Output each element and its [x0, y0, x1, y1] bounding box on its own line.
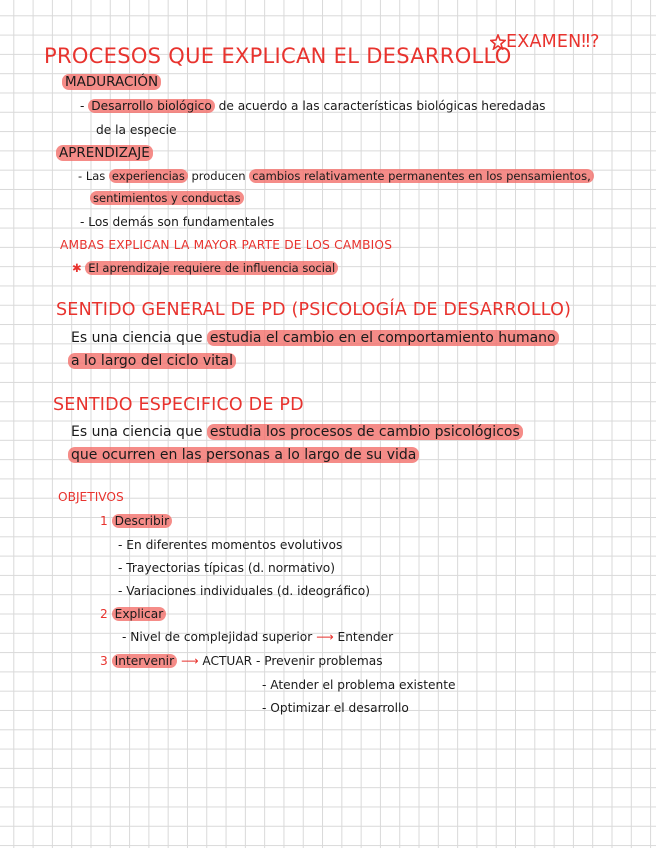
objetivo-number: 1 [100, 514, 108, 528]
page-title: PROCESOS QUE EXPLICAN EL DESARROLLO [44, 44, 512, 68]
objetivo-3-sub: - Optimizar el desarrollo [262, 701, 409, 715]
aprendizaje-bullet-2: - Los demás son fundamentales [80, 215, 275, 229]
highlight-experiencias: experiencias [109, 169, 188, 183]
maduracion-text: de acuerdo a las características biológicas heredadas [218, 99, 546, 113]
sentido-especifico-heading: SENTIDO ESPECIFICO DE PD [53, 395, 304, 415]
objetivo-number: 3 [100, 654, 108, 668]
highlight-sentido-especifico-2: que ocurren en las personas a lo largo de su vida [68, 447, 419, 463]
sentido-general-pre: Es una ciencia que [71, 330, 203, 346]
arrow-right-icon: ⟶ [316, 630, 338, 644]
ambas-note: AMBAS EXPLICAN LA MAYOR PARTE DE LOS CAMBIOS [60, 238, 393, 252]
asterisk-icon: ✱ [72, 261, 82, 275]
text-producen: producen [191, 169, 246, 183]
highlight-cambios: cambios relativamente permanentes en los pensamientos, [249, 169, 594, 183]
maduracion-heading [62, 76, 161, 90]
exam-marks: ‼? [581, 32, 600, 52]
highlight-sentido-general-1: estudia el cambio en el comportamiento humano [207, 330, 559, 346]
objetivo-3 [100, 655, 383, 667]
aprendizaje-bullet-1 [78, 171, 594, 183]
sentido-especifico-pre: Es una ciencia que [71, 424, 203, 440]
highlight-explicar: Explicar [112, 607, 167, 621]
highlight-sentimientos: sentimientos y conductas [90, 191, 244, 205]
highlight-aprendizaje-social: El aprendizaje requiere de influencia social [85, 261, 338, 275]
objetivo-2 [100, 608, 166, 620]
sentido-general-heading: SENTIDO GENERAL DE PD (PSICOLOGÍA DE DESARROLLO) [56, 300, 572, 320]
aprendizaje-label: APRENDIZAJE [56, 145, 153, 161]
objetivo-2-text: - Nivel de complejidad superior [122, 630, 313, 644]
highlight-sentido-general-2: a lo largo del ciclo vital [68, 353, 236, 369]
sentido-especifico-line1 [71, 425, 523, 439]
aprendizaje-heading [56, 147, 153, 161]
objetivo-3-sub: - Atender el problema existente [262, 678, 456, 692]
objetivo-1-sub: - En diferentes momentos evolutivos [118, 538, 343, 552]
objetivo-3-action: ACTUAR [202, 654, 253, 668]
exam-label: EXAMEN [506, 32, 582, 52]
arrow-right-icon: ⟶ [180, 654, 199, 668]
objetivo-3-sub: - Prevenir problemas [256, 654, 383, 668]
objetivo-2-sub [122, 631, 393, 643]
maduracion-line1 [80, 100, 546, 112]
sentido-general-line2 [68, 354, 236, 368]
highlight-describir: Describir [112, 514, 172, 528]
objetivos-heading: OBJETIVOS [58, 490, 124, 504]
highlight-desarrollo-biologico: Desarrollo biológico [88, 99, 215, 113]
text-las: Las [85, 169, 106, 183]
highlight-sentido-especifico-1: estudia los procesos de cambio psicológicos [207, 424, 523, 440]
objetivo-1-sub: - Trayectorias típicas (d. normativo) [118, 561, 335, 575]
highlight-intervenir: Intervenir [112, 654, 177, 668]
objetivo-1-sub: - Variaciones individuales (d. ideográfico) [118, 584, 370, 598]
star-note [72, 263, 338, 275]
objetivo-1 [100, 515, 172, 527]
maduracion-label: MADURACIÓN [62, 74, 161, 90]
objetivo-2-result: Entender [337, 630, 394, 644]
aprendizaje-bullet-1-cont [90, 193, 244, 205]
dash: - [80, 99, 85, 113]
sentido-general-line1 [71, 331, 559, 345]
maduracion-line2: de la especie [96, 123, 177, 137]
dash: - [78, 169, 83, 183]
sentido-especifico-line2 [68, 448, 419, 462]
objetivo-number: 2 [100, 607, 108, 621]
